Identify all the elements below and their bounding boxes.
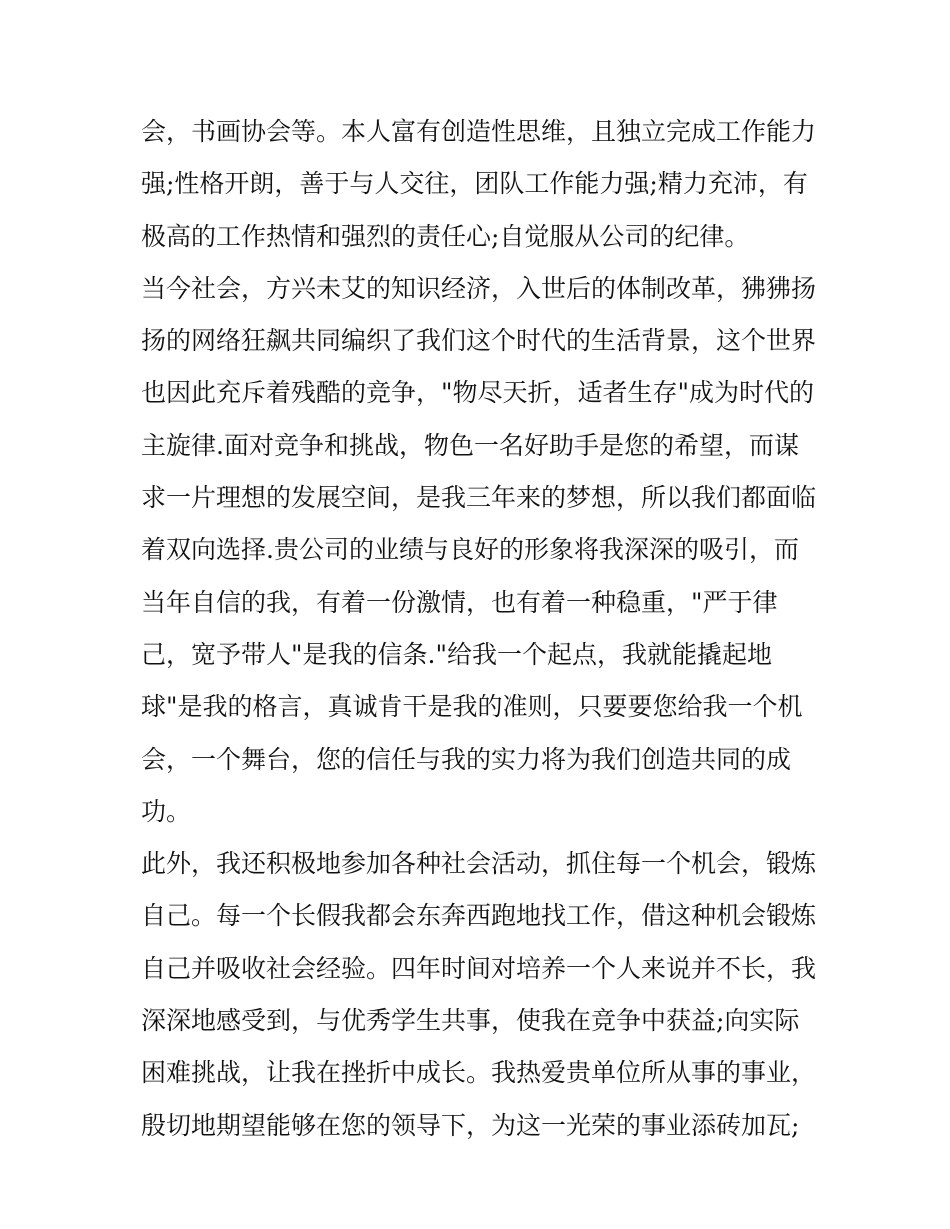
text-line: 困难挑战，让我在挫折中成长。我热爱贵单位所从事的事业，: [141, 1058, 817, 1088]
text-line: 球"是我的格言，真诚肯干是我的准则，只要要您给我一个机: [141, 692, 803, 722]
text-line: 强;性格开朗，善于与人交往，团队工作能力强;精力充沛，有: [141, 169, 808, 199]
text-line: 求一片理想的发展空间，是我三年来的梦想，所以我们都面临: [141, 483, 817, 513]
text-line: 自己并吸收社会经验。四年时间对培养一个人来说并不长，我: [141, 953, 817, 983]
text-line: 也因此充斥着残酷的竞争，"物尽天折，适者生存"成为时代的: [141, 378, 815, 408]
text-line: 功。: [141, 796, 192, 826]
text-line: 深深地感受到，与优秀学生共事，使我在竞争中获益;向实际: [141, 1006, 800, 1036]
text-line: 主旋律.面对竞争和挑战，物色一名好助手是您的希望，而谋: [141, 430, 799, 460]
text-line: 当年自信的我，有着一份激情，也有着一种稳重，"严于律: [141, 587, 778, 617]
text-line: 会，书画协会等。本人富有创造性思维，且独立完成工作能力: [141, 117, 817, 146]
text-line: 己，宽予带人"是我的信条."给我一个起点，我就能撬起地: [141, 639, 772, 669]
text-line: 当今社会，方兴未艾的知识经济，入世后的体制改革，狒狒扬: [141, 273, 817, 303]
text-line: 会，一个舞台，您的信任与我的实力将为我们创造共同的成: [141, 744, 792, 774]
text-line: 着双向选择.贵公司的业绩与良好的形象将我深深的吸引，而: [141, 535, 799, 565]
text-line: 此外，我还积极地参加各种社会活动，抓住每一个机会，锻炼: [141, 849, 817, 879]
text-line: 极高的工作热情和强烈的责任心;自觉服从公司的纪律。: [141, 221, 750, 251]
body-text: [141, 106, 821, 1152]
text-line: 自己。每一个长假我都会东奔西跑地找工作，借这种机会锻炼: [141, 901, 817, 931]
text-line: 殷切地期望能够在您的领导下，为这一光荣的事业添砖加瓦;: [141, 1110, 800, 1140]
text-line: 扬的网络狂飙共同编织了我们这个时代的生活背景，这个世界: [141, 326, 817, 356]
